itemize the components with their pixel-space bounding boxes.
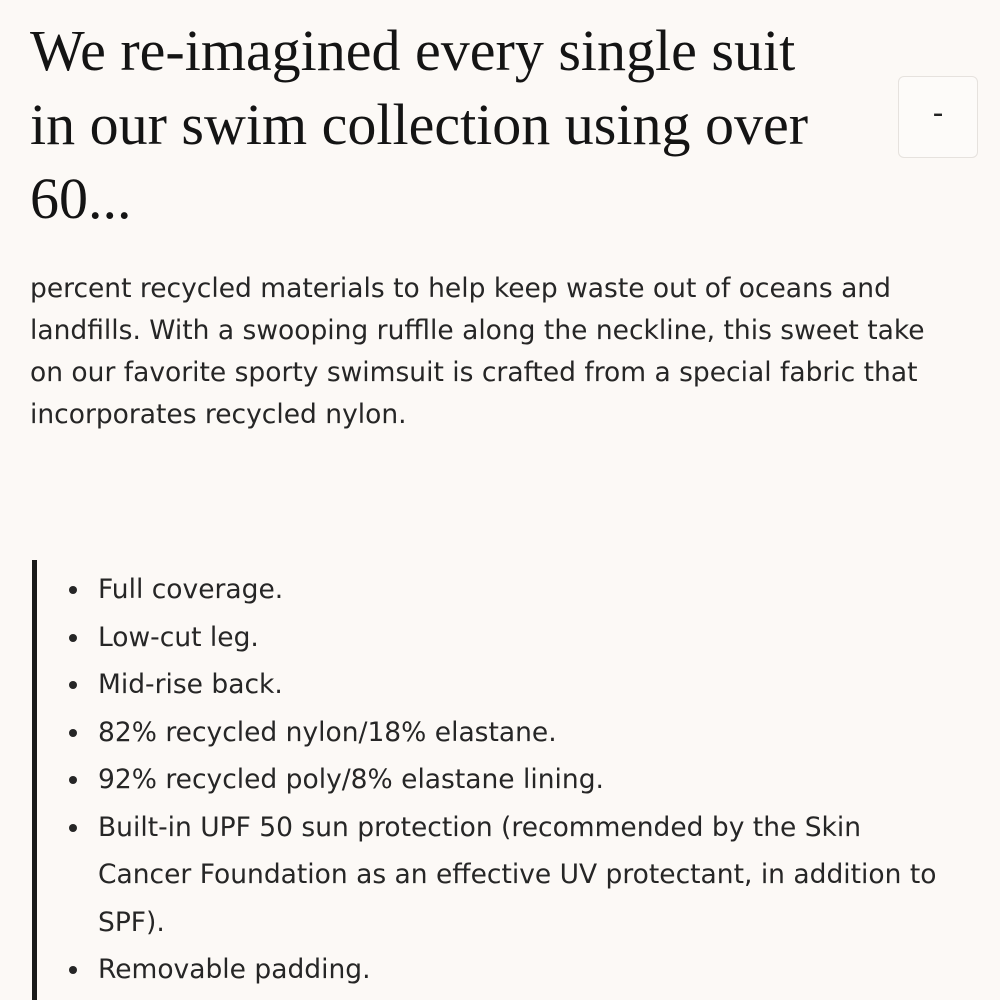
feature-item bbox=[65, 566, 945, 614]
collapse-button[interactable] bbox=[898, 76, 978, 158]
feature-text: Built-in UPF 50 sun protection (recommended by the Skin Cancer Foundation as an effective UV protectant, in addition to SPF). bbox=[98, 811, 937, 938]
feature-item bbox=[65, 946, 945, 994]
feature-text: Mid-rise back. bbox=[98, 669, 283, 700]
bullet-icon bbox=[69, 586, 77, 594]
bullet-icon bbox=[69, 824, 77, 832]
bullet-icon bbox=[69, 729, 77, 737]
feature-text: Full coverage. bbox=[98, 574, 284, 605]
feature-text: Removable padding. bbox=[98, 954, 371, 985]
feature-list bbox=[65, 566, 945, 994]
feature-item bbox=[65, 756, 945, 804]
feature-text: 82% recycled nylon/18% elastane. bbox=[98, 716, 557, 748]
feature-item bbox=[65, 709, 945, 757]
bullet-icon bbox=[69, 681, 77, 689]
bullet-icon bbox=[69, 634, 77, 642]
minus-icon: - bbox=[932, 96, 944, 131]
feature-item bbox=[65, 614, 945, 662]
product-description: percent recycled materials to help keep waste out of oceans and landfills. With a swooping rufflle along the neckline, this sweet take on our favorite sporty swimsuit is crafted from a special fabric that incorporates recycled nylon. bbox=[30, 273, 925, 430]
bullet-icon bbox=[69, 776, 77, 784]
feature-text: 92% recycled poly/8% elastane lining. bbox=[98, 764, 604, 795]
bullet-icon bbox=[69, 966, 77, 974]
feature-list-block bbox=[32, 560, 972, 1000]
product-headline: We re-imagined every single suit in our swim collection using over 60... bbox=[30, 18, 809, 231]
feature-item bbox=[65, 804, 945, 947]
feature-item bbox=[65, 661, 945, 709]
feature-text: Low-cut leg. bbox=[98, 621, 259, 653]
